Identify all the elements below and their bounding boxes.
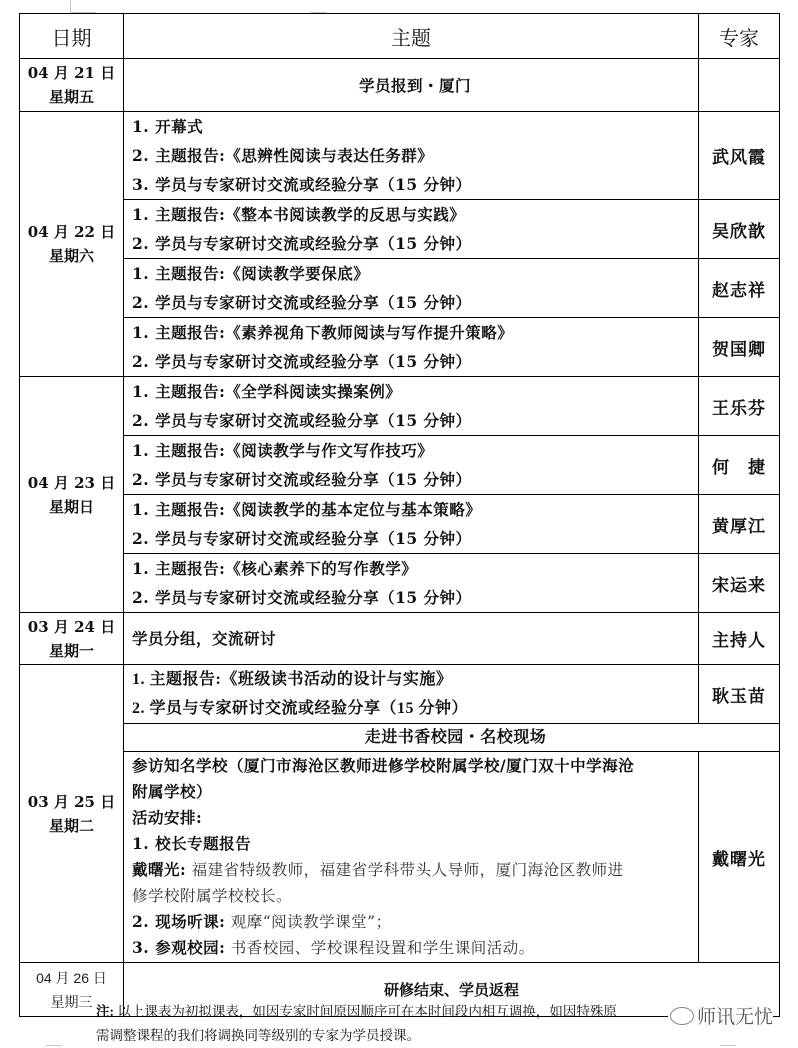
section-title-cell: [124, 724, 780, 752]
topic-line: 1. 主题报告:《阅读教学要保底》: [132, 264, 370, 283]
arrangement-item: 1. 校长专题报告: [132, 834, 252, 853]
arrangement-item-text: 观摩“阅读教学课堂”；: [225, 913, 392, 931]
bio-text-cont: 修学校附属学校校长。: [132, 887, 293, 905]
page-corner-mark: [46, 1045, 62, 1046]
table-row: [20, 495, 780, 554]
table-row: [20, 554, 780, 613]
wechat-bubble-icon: [670, 1007, 694, 1025]
table-row: [20, 665, 780, 724]
arrangement-item-label: 3. 参观校园:: [132, 938, 226, 957]
table-row: [20, 200, 780, 259]
header-row: [20, 14, 780, 59]
date-text: 04 月 21 日: [27, 64, 116, 82]
topic-cell: [124, 613, 699, 665]
section-title: 走进书香校园・名校现场: [364, 728, 547, 746]
date-cell: [20, 59, 124, 112]
topic-line: 2. 学员与专家研讨交流或经验分享（15 分钟）: [132, 470, 472, 489]
visit-intro: 参访知名学校（厦门市海沧区教师进修学校附属学校/厦门双十中学海沧: [132, 756, 635, 775]
expert-cell: 宋运来: [699, 554, 780, 613]
date-text: 04 月 26 日: [36, 969, 107, 986]
page-corner-mark: [720, 1045, 736, 1046]
note-text: 以上课表为初拟课表，如因专家时间原因顺序可在本时间段内相互调换，如因特殊原: [114, 1004, 617, 1019]
bio-name: 戴曙光:: [132, 860, 187, 879]
expert-cell: 贺国卿: [699, 318, 780, 377]
table-row: [20, 724, 780, 752]
topic-cell: [124, 59, 699, 112]
topic-line: 1. 主题报告:《全学科阅读实操案例》: [132, 382, 402, 401]
expert-cell: 主持人: [699, 613, 780, 665]
table-row: [20, 613, 780, 665]
weekday-text: 星期五: [48, 88, 94, 106]
note-label: 注:: [96, 1004, 114, 1019]
topic-line: 学员报到・厦门: [358, 75, 471, 95]
note-text-cont: 需调整课程的我们将调换同等级别的专家为学员授课。: [96, 1028, 420, 1043]
expert-cell: 耿玉苗: [699, 665, 780, 724]
header-topic: 主题: [124, 14, 699, 59]
topic-line: 1. 主题报告:《素养视角下教师阅读与写作提升策略》: [132, 323, 514, 342]
date-text: 04 月 23 日: [27, 473, 116, 492]
topic-line: 2. 学员与专家研讨交流或经验分享（15 分钟）: [132, 588, 472, 607]
expert-cell: 武风霞: [699, 112, 780, 200]
expert-cell: 赵志祥: [699, 259, 780, 318]
topic-line: 1. 主题报告:《整本书阅读教学的反思与实践》: [132, 205, 466, 224]
visit-cell: [124, 752, 699, 963]
weekday-text: 星期二: [48, 816, 94, 835]
topic-line: 1. 主题报告:《核心素养下的写作教学》: [132, 559, 418, 578]
topic-line: 1. 主题报告:《班级读书活动的设计与实施》: [132, 671, 453, 688]
end-cell: 研修结束、学员返程: [124, 963, 780, 1017]
table-row: [20, 752, 780, 963]
expert-cell: 何 捷: [699, 436, 780, 495]
topic-cell: [124, 554, 699, 613]
topic-line: 3. 学员与专家研讨交流或经验分享（15 分钟）: [132, 175, 472, 194]
watermark-text: 师讯无忧: [697, 1006, 774, 1028]
expert-cell: [699, 59, 780, 112]
table-row: [20, 436, 780, 495]
date-text: 03 月 25 日: [27, 792, 116, 811]
arrangement-item-text: 书香校园、学校课程设置和学生课间活动。: [225, 939, 535, 957]
topic-cell: [124, 112, 699, 200]
table-row: [20, 59, 780, 112]
bio-text: 福建省特级教师，福建省学科带头人导师，厦门海沧区教师进: [186, 861, 624, 879]
topic-line: 1. 主题报告:《阅读教学的基本定位与基本策略》: [132, 500, 482, 519]
date-cell: [20, 377, 124, 613]
topic-line: 1. 开幕式: [132, 117, 204, 136]
weekday-text: 星期三: [50, 993, 93, 1010]
topic-cell: [124, 200, 699, 259]
visit-intro-cont: 附属学校）: [132, 782, 213, 801]
topic-cell: [124, 377, 699, 436]
page-corner-mark: [70, 0, 71, 12]
header-expert: 专家: [699, 14, 780, 59]
topic-cell: [124, 318, 699, 377]
topic-line: 学员分组，交流研讨: [132, 629, 277, 648]
expert-cell: 戴曙光: [699, 752, 780, 963]
table-row: [20, 259, 780, 318]
expert-cell: 黄厚江: [699, 495, 780, 554]
table-row: [20, 112, 780, 200]
table-row: [20, 318, 780, 377]
expert-cell: 吴欣歆: [699, 200, 780, 259]
date-text: 03 月 24 日: [27, 617, 116, 636]
topic-cell: [124, 495, 699, 554]
topic-line: 2. 学员与专家研讨交流或经验分享（15 分钟）: [132, 529, 472, 548]
expert-cell: 王乐芬: [699, 377, 780, 436]
table-row: [20, 377, 780, 436]
topic-cell: [124, 665, 699, 724]
date-cell: [20, 665, 124, 963]
topic-line: 2. 学员与专家研讨交流或经验分享（15 分钟）: [132, 700, 469, 717]
schedule-table: [19, 13, 780, 1017]
topic-line: 2. 主题报告:《思辨性阅读与表达任务群》: [132, 146, 434, 165]
date-text: 04 月 22 日: [27, 223, 116, 241]
header-date: 日期: [20, 14, 124, 59]
topic-line: 1. 主题报告:《阅读教学与作文写作技巧》: [132, 441, 434, 460]
topic-cell: [124, 436, 699, 495]
date-cell: [20, 112, 124, 377]
arrangement-item-label: 2. 现场听课:: [132, 912, 226, 931]
topic-line: 2. 学员与专家研讨交流或经验分享（15 分钟）: [132, 293, 472, 312]
topic-line: 2. 学员与专家研讨交流或经验分享（15 分钟）: [132, 352, 472, 371]
watermark: [668, 1002, 773, 1029]
weekday-text: 星期六: [48, 247, 94, 265]
date-cell: [20, 613, 124, 665]
topic-line: 2. 学员与专家研讨交流或经验分享（15 分钟）: [132, 411, 472, 430]
weekday-text: 星期一: [48, 641, 94, 660]
topic-cell: [124, 259, 699, 318]
weekday-text: 星期日: [48, 497, 94, 516]
topic-line: 2. 学员与专家研讨交流或经验分享（15 分钟）: [132, 234, 472, 253]
arrangement-label: 活动安排:: [132, 808, 203, 827]
